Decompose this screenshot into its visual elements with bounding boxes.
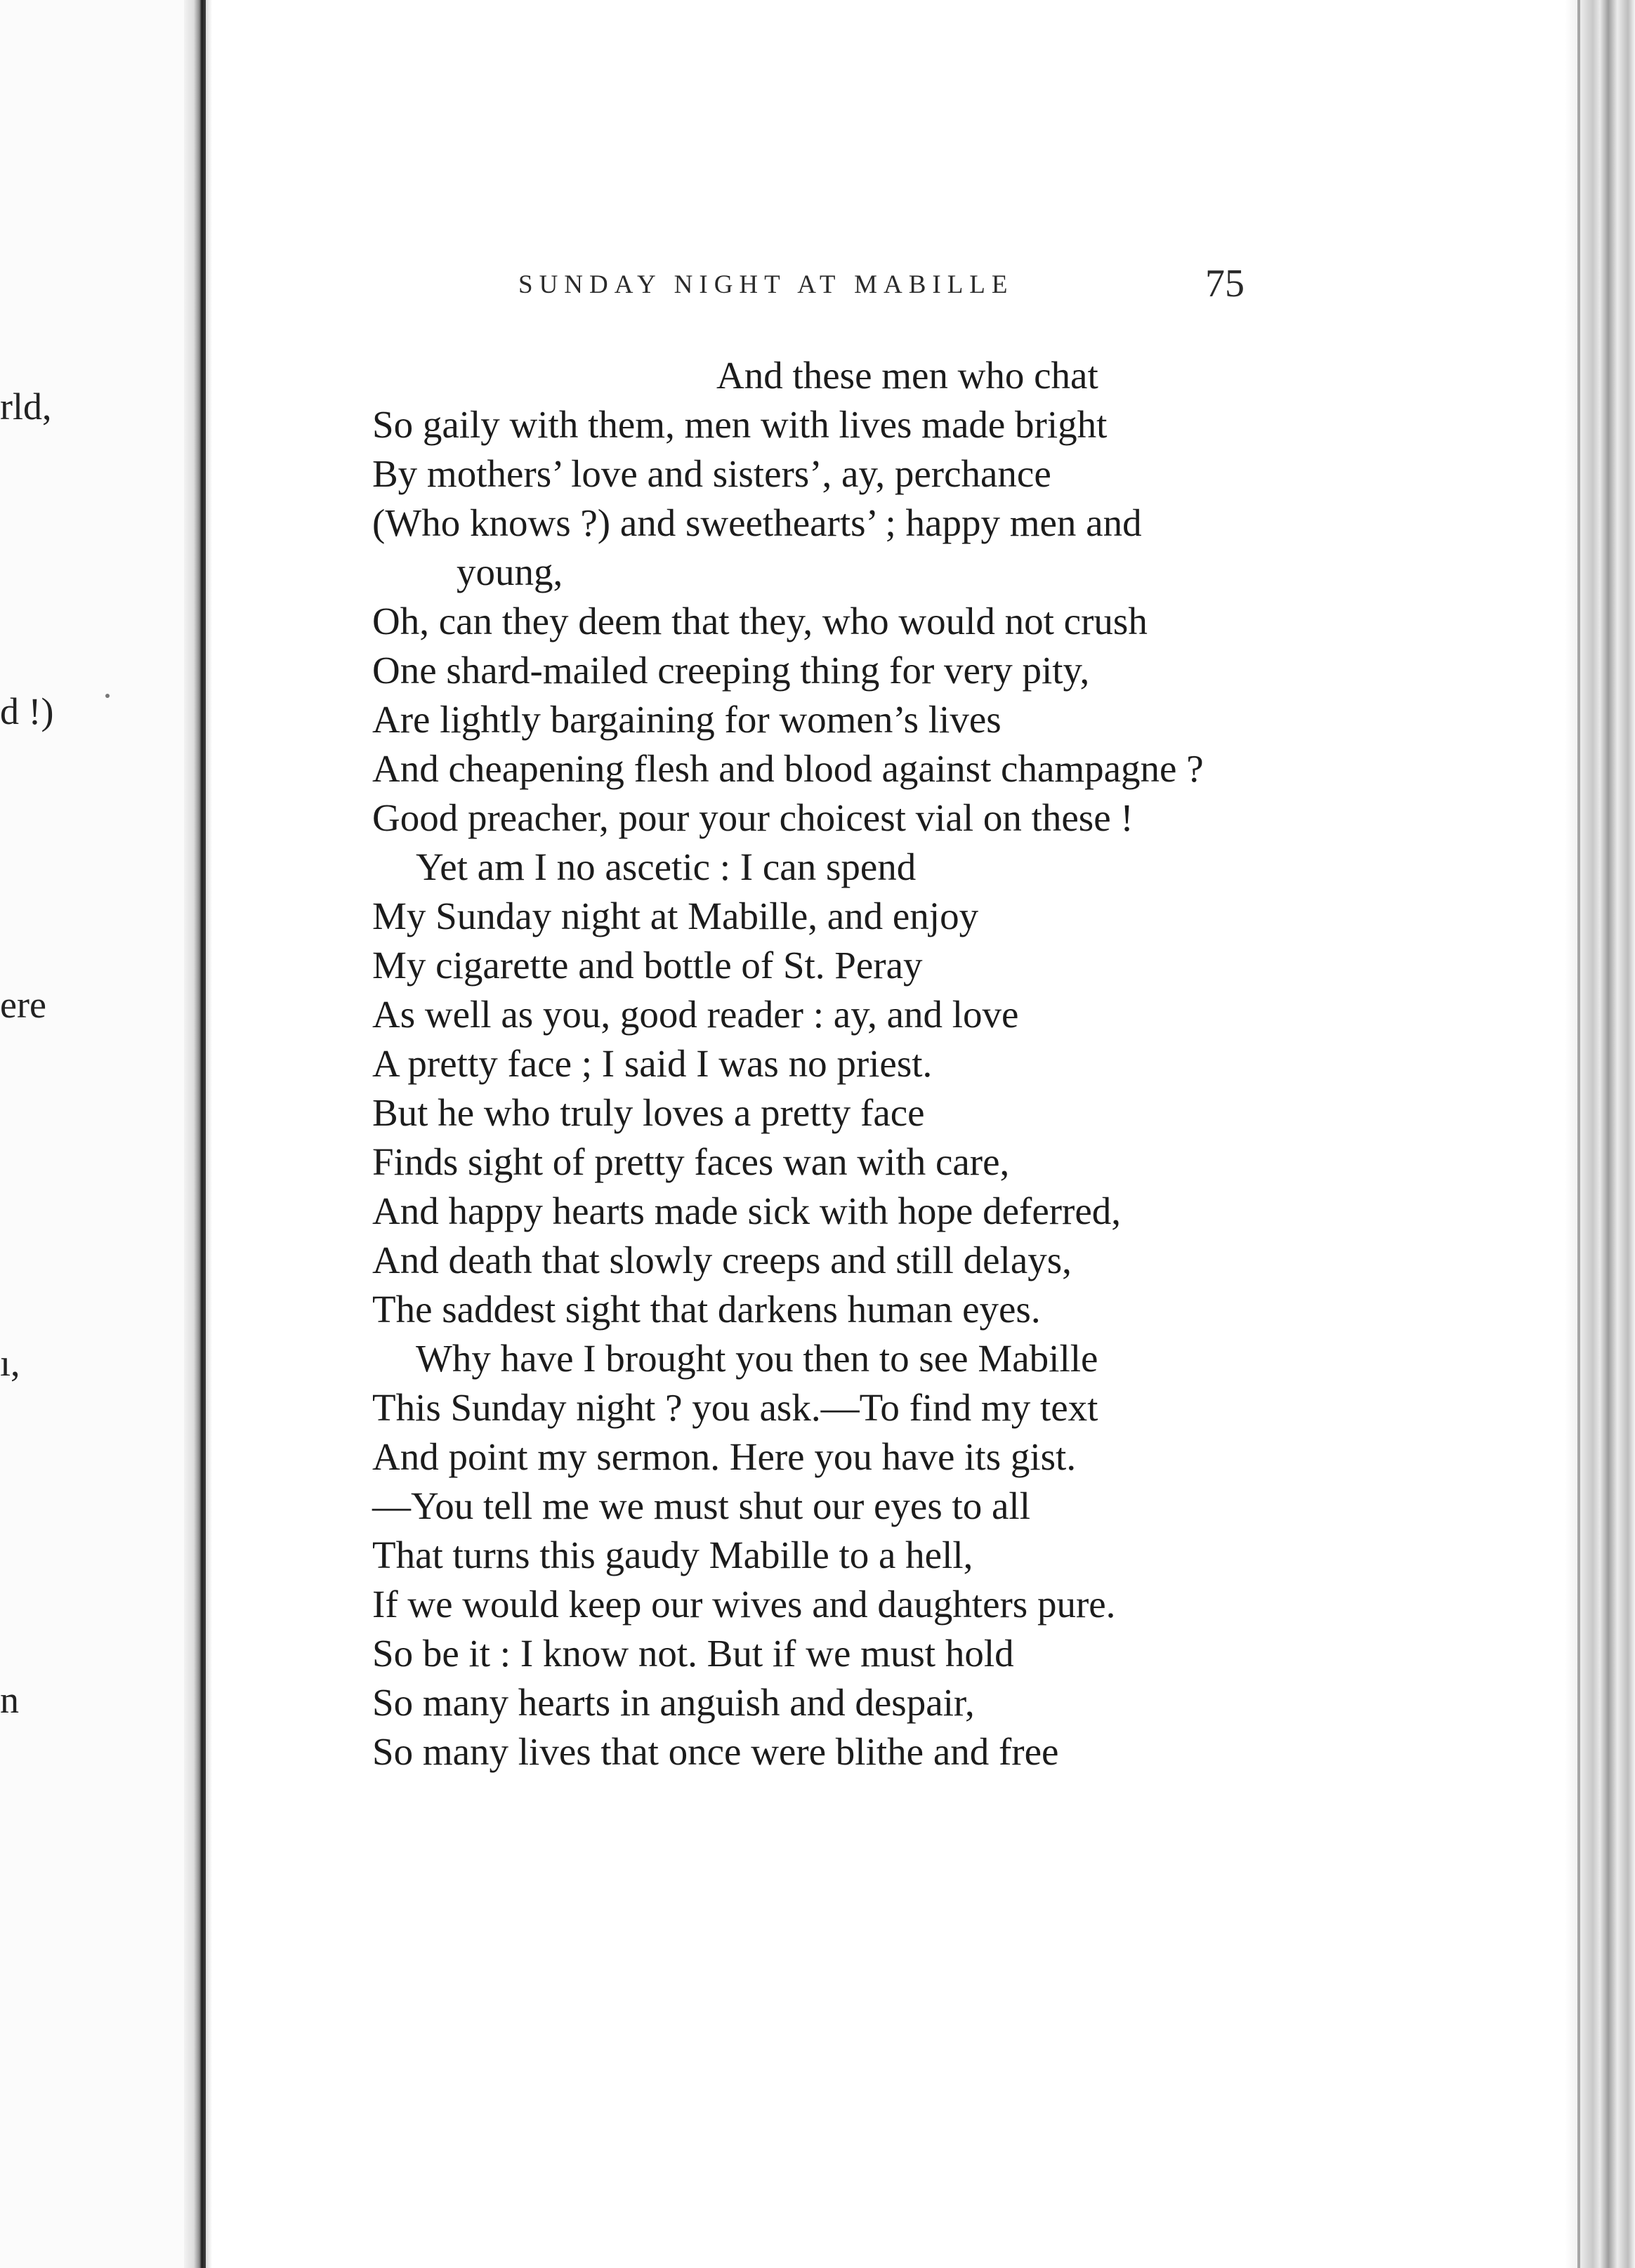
page-edge-line xyxy=(1577,0,1580,2268)
facing-page-fragment: ere xyxy=(0,984,46,1026)
ink-speck xyxy=(105,694,110,698)
facing-page-fragment: d !) xyxy=(0,690,54,732)
facing-page xyxy=(0,0,197,2268)
poem-line: Yet am I no ascetic : I can spend xyxy=(416,845,917,888)
poem-line: And death that slowly creeps and still delays, xyxy=(372,1239,1072,1281)
poem-line: So many lives that once were blithe and free xyxy=(372,1730,1059,1773)
poem-line: So be it : I know not. But if we must hold xyxy=(372,1632,1014,1675)
poem-line: And point my sermon. Here you have its gist. xyxy=(372,1435,1077,1478)
poem-line: And these men who chat xyxy=(716,354,1098,397)
poem-line: As well as you, good reader : ay, and love xyxy=(372,993,1019,1036)
poem-line: So gaily with them, men with lives made bright xyxy=(372,403,1108,446)
poem-line: That turns this gaudy Mabille to a hell, xyxy=(372,1534,973,1576)
facing-page-fragment: n xyxy=(0,1679,19,1721)
poem-line: By mothers’ love and sisters’, ay, perchance xyxy=(372,452,1051,495)
poem-line: My Sunday night at Mabille, and enjoy xyxy=(372,895,979,937)
poem-line: young, xyxy=(457,550,563,593)
poem-line: Why have I brought you then to see Mabille xyxy=(416,1337,1098,1380)
page-number: 75 xyxy=(1205,262,1245,305)
book-gutter xyxy=(184,0,212,2268)
poem-line: A pretty face ; I said I was no priest. xyxy=(372,1042,933,1085)
poem-line: And happy hearts made sick with hope deferred, xyxy=(372,1189,1122,1232)
poem-line: Good preacher, pour your choicest vial on these ! xyxy=(372,796,1134,839)
running-title: SUNDAY NIGHT AT MABILLE xyxy=(518,270,1014,299)
facing-page-fragment: rld, xyxy=(0,385,52,428)
poem-line: Are lightly bargaining for women’s lives xyxy=(372,698,1002,741)
poem-line: My cigarette and bottle of St. Peray xyxy=(372,944,923,987)
poem-line: And cheapening flesh and blood against champagne ? xyxy=(372,747,1204,790)
poem-line: So many hearts in anguish and despair, xyxy=(372,1681,975,1724)
page-edge xyxy=(1565,0,1635,2268)
poem-line: Finds sight of pretty faces wan with care, xyxy=(372,1140,1010,1183)
poem-text xyxy=(372,351,1285,1776)
poem-line: But he who truly loves a pretty face xyxy=(372,1091,925,1134)
facing-page-fragment: ı, xyxy=(0,1342,20,1384)
poem-line: If we would keep our wives and daughters pure. xyxy=(372,1583,1116,1626)
poem-line: One shard-mailed creeping thing for very pity, xyxy=(372,649,1090,692)
poem-line: (Who knows ?) and sweethearts’ ; happy men and xyxy=(372,501,1142,544)
gutter-line xyxy=(202,0,206,2268)
poem-line: Oh, can they deem that they, who would not crush xyxy=(372,600,1148,642)
poem-line: The saddest sight that darkens human eyes. xyxy=(372,1288,1041,1331)
poem-line: —You tell me we must shut our eyes to all xyxy=(372,1484,1030,1527)
poem-line: This Sunday night ? you ask.—To find my text xyxy=(372,1386,1098,1429)
